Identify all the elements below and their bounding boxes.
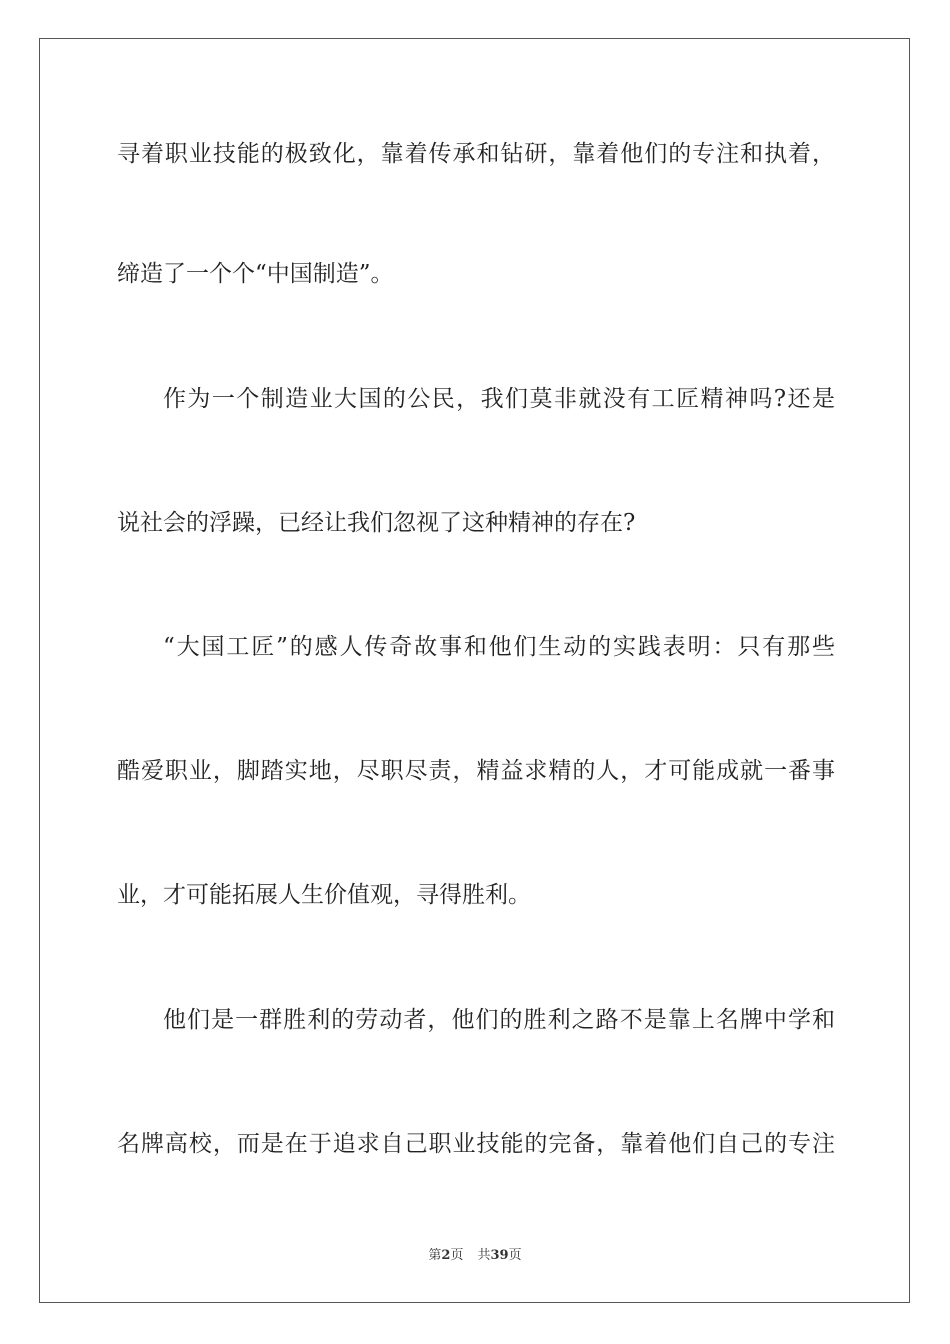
text-line-7: 业，才可能拓展人生价值观，寻得胜利。 xyxy=(117,882,531,908)
text-line-1: 寻着职业技能的极致化，靠着传承和钻研，靠着他们的专注和执着， xyxy=(117,141,835,167)
page-label-prefix: 第 xyxy=(428,1248,442,1263)
total-label-suffix: 页 xyxy=(508,1248,522,1263)
page-number: 2 xyxy=(441,1248,451,1263)
text-line-8: 他们是一群胜利的劳动者，他们的胜利之路不是靠上名牌中学和 xyxy=(163,1007,835,1033)
page-border xyxy=(39,38,910,1303)
text-line-3: 作为一个制造业大国的公民，我们莫非就没有工匠精神吗?还是 xyxy=(163,386,835,412)
text-line-4: 说社会的浮躁，已经让我们忽视了这种精神的存在? xyxy=(117,510,636,536)
page-label-suffix: 页 xyxy=(450,1248,464,1263)
text-line-5: “大国工匠”的感人传奇故事和他们生动的实践表明：只有那些 xyxy=(163,634,835,660)
total-pages: 39 xyxy=(490,1248,509,1263)
text-line-6: 酷爱职业，脚踏实地，尽职尽责，精益求精的人，才可能成就一番事 xyxy=(117,758,835,784)
page-footer xyxy=(0,1247,950,1265)
total-label-prefix: 共 xyxy=(477,1248,491,1263)
text-line-9: 名牌高校，而是在于追求自己职业技能的完备，靠着他们自己的专注 xyxy=(117,1131,835,1157)
text-line-2: 缔造了一个个“中国制造”。 xyxy=(117,261,394,287)
